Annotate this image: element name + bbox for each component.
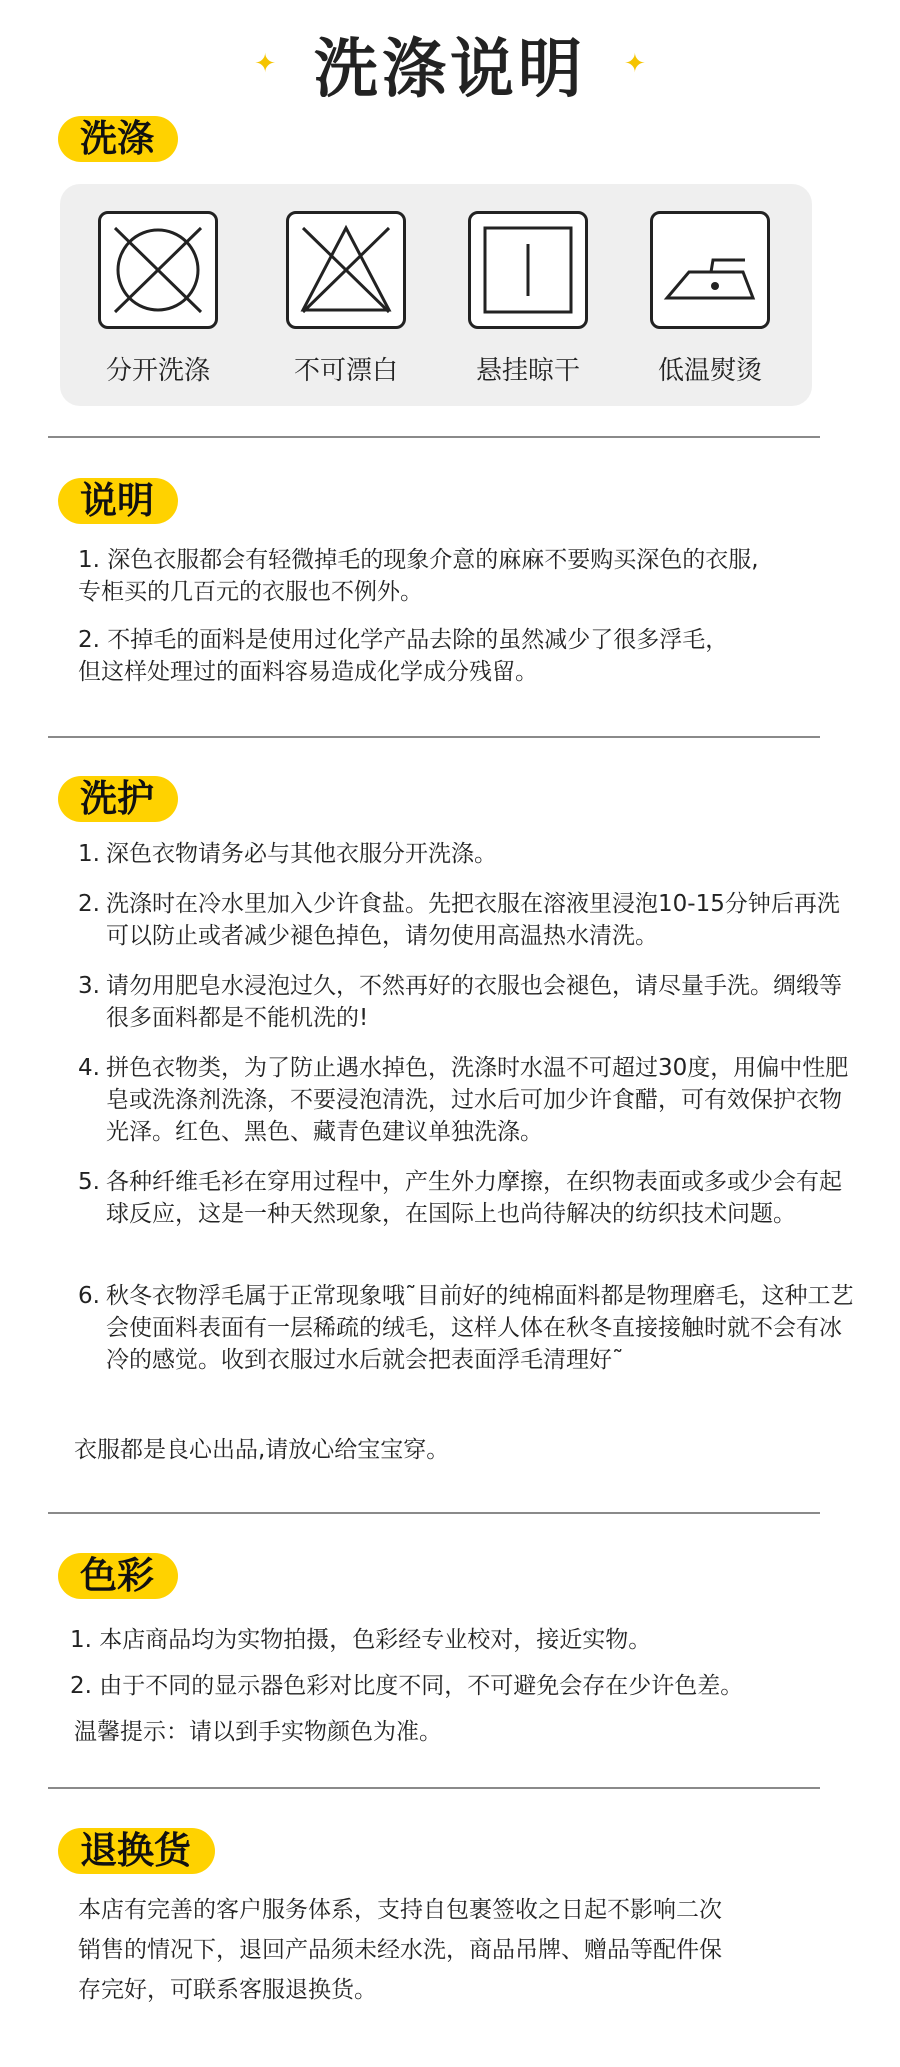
section-heading-color: 色彩 <box>58 1553 178 1599</box>
page-title: 洗涤说明 <box>314 33 586 107</box>
line-dry-icon <box>468 211 588 329</box>
wash-separately-icon <box>98 211 218 329</box>
list-item: 2. 洗涤时在冷水里加入少许食盐。先把衣服在溶液里浸泡10-15分钟后再洗可以防止或者减少褪色掉色，请勿使用高温热水清洗。 <box>78 891 840 949</box>
icon-label-wash-separately: 分开洗涤 <box>105 356 210 386</box>
divider <box>48 1787 820 1789</box>
section-heading-wash: 洗涤 <box>58 116 178 162</box>
divider <box>48 436 820 438</box>
color-tip: 温馨提示：请以到手实物颜色为准。 <box>74 1719 442 1745</box>
divider <box>48 1512 820 1514</box>
sparkle-icon: ✦ <box>254 49 276 79</box>
icon-label-low-iron: 低温熨烫 <box>657 356 762 386</box>
care-footer-note: 衣服都是良心出品,请放心给宝宝穿。 <box>74 1437 450 1463</box>
divider <box>48 736 820 738</box>
list-item: 1. 深色衣物请务必与其他衣服分开洗涤。 <box>78 841 497 867</box>
list-item: 1. 深色衣服都会有轻微掉毛的现象介意的麻麻不要购买深色的衣服, 专柜买的几百元的衣服也不例外。 <box>78 547 759 605</box>
list-item: 2. 由于不同的显示器色彩对比度不同，不可避免会存在少许色差。 <box>70 1673 744 1699</box>
list-item: 2. 不掉毛的面料是使用过化学产品去除的虽然减少了很多浮毛， 但这样处理过的面料容易造成化学成分残留。 <box>78 627 729 685</box>
section-heading-explain: 说明 <box>58 478 178 524</box>
list-item: 6. 秋冬衣物浮毛属于正常现象哦˜目前好的纯棉面料都是物理磨毛，这种工艺会使面料表面有一层稀疏的绒毛，这样人体在秋冬直接接触时就不会有冰冷的感觉。收到衣服过水后就会把表面浮毛清理好˜ <box>78 1283 854 1373</box>
list-item: 1. 本店商品均为实物拍摄，色彩经专业校对，接近实物。 <box>70 1627 652 1653</box>
section-heading-returns: 退换货 <box>58 1828 215 1874</box>
returns-policy-text: 本店有完善的客户服务体系，支持自包裹签收之日起不影响二次 销售的情况下，退回产品须未经水洗，商品吊牌、赠品等配件保 存完好，可联系客服退换货。 <box>78 1897 722 2003</box>
list-item: 4. 拼色衣物类，为了防止遇水掉色，洗涤时水温不可超过30度，用偏中性肥皂或洗涤剂洗涤，不要浸泡清洗，过水后可加少许食醋，可有效保护衣物光泽。红色、黑色、藏青色建议单独洗涤。 <box>78 1055 849 1145</box>
icon-label-line-dry: 悬挂晾干 <box>475 356 580 386</box>
sparkle-icon: ✦ <box>624 49 646 79</box>
section-heading-care: 洗护 <box>58 776 178 822</box>
no-bleach-icon <box>286 211 406 329</box>
list-item: 3. 请勿用肥皂水浸泡过久，不然再好的衣服也会褪色，请尽量手洗。绸缎等很多面料都是不能机洗的! <box>78 973 842 1031</box>
list-item: 5. 各种纤维毛衫在穿用过程中，产生外力摩擦，在织物表面或多或少会有起球反应，这是一种天然现象，在国际上也尚待解决的纺织技术问题。 <box>78 1169 842 1227</box>
icon-label-no-bleach: 不可漂白 <box>293 356 398 386</box>
page-header <box>0 18 900 110</box>
low-iron-icon <box>650 211 770 329</box>
